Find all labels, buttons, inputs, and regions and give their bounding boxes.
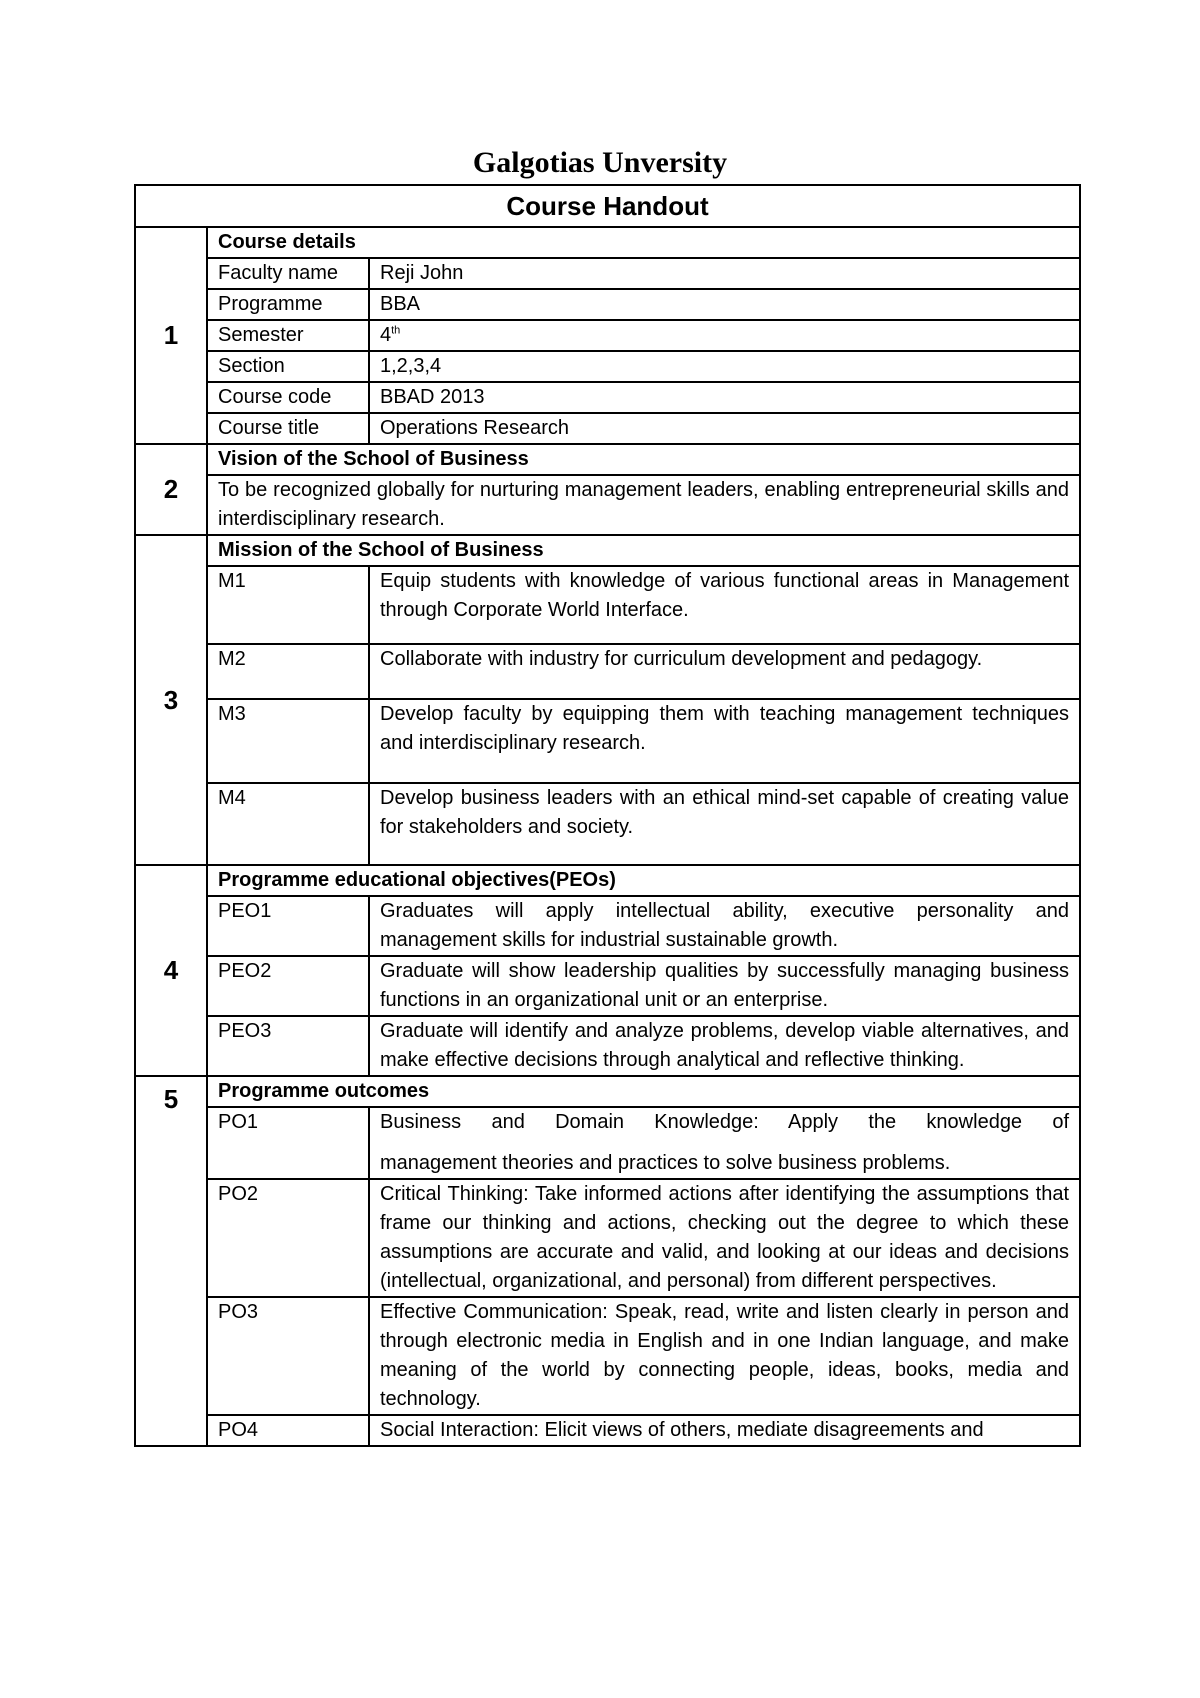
mission-heading: Mission of the School of Business	[207, 535, 1080, 566]
table-row	[135, 351, 1080, 382]
peo-text: Graduate will show leadership qualities by successfully managing business functions in an organizational unit or an enterprise.	[369, 956, 1080, 1016]
mission-heading-row	[135, 535, 1080, 566]
table-row	[135, 258, 1080, 289]
course-details-heading: Course details	[207, 227, 1080, 258]
faculty-name-value: Reji John	[369, 258, 1080, 289]
course-title-value: Operations Research	[369, 413, 1080, 444]
course-handout-table	[134, 184, 1081, 1447]
mission-text: Collaborate with industry for curriculum development and pedagogy.	[369, 644, 1080, 699]
po-text: Critical Thinking: Take informed actions after identifying the assumptions that frame our thinking and actions, checking out the degree to which these assumptions are accurate and valid, and looking at our ideas and decisions (intellectual, organizational, and personal) from different perspectives.	[369, 1179, 1080, 1297]
mission-text: Develop faculty by equipping them with teaching management techniques and interdisciplinary research.	[369, 699, 1080, 783]
semester-value-cell	[369, 320, 1080, 351]
po-code: PO4	[207, 1415, 369, 1446]
course-details-heading-row	[135, 227, 1080, 258]
peo-code: PEO2	[207, 956, 369, 1016]
table-row	[135, 289, 1080, 320]
section-number-5: 5	[135, 1076, 207, 1446]
peo-text: Graduate will identify and analyze problems, develop viable alternatives, and make effective decisions through analytical and reflective thinking.	[369, 1016, 1080, 1076]
vision-text-row	[135, 475, 1080, 535]
semester-value: 4	[380, 324, 392, 346]
table-row	[135, 382, 1080, 413]
po-text-line: management theories and practices to solve business problems.	[380, 1152, 951, 1174]
po-heading-row	[135, 1076, 1080, 1107]
po-heading: Programme outcomes	[207, 1076, 1080, 1107]
section-value: 1,2,3,4	[369, 351, 1080, 382]
table-row	[135, 413, 1080, 444]
peo-code: PEO3	[207, 1016, 369, 1076]
university-title: Galgotias Unversity	[472, 146, 728, 179]
faculty-name-label: Faculty name	[207, 258, 369, 289]
po-text: Social Interaction: Elicit views of others, mediate disagreements and	[369, 1415, 1080, 1446]
table-row	[135, 320, 1080, 351]
section-number-4: 4	[135, 865, 207, 1076]
section-number-3: 3	[135, 535, 207, 865]
mission-text: Equip students with knowledge of various functional areas in Management through Corporate World Interface.	[369, 566, 1080, 644]
section-label: Section	[207, 351, 369, 382]
semester-label: Semester	[207, 320, 369, 351]
table-row	[135, 1016, 1080, 1076]
table-row	[135, 699, 1080, 783]
section-number-1: 1	[135, 227, 207, 444]
po-text-line: Business and Domain Knowledge: Apply the knowledge of	[380, 1111, 1070, 1133]
po-text-cell	[369, 1107, 1080, 1179]
vision-text: To be recognized globally for nurturing management leaders, enabling entrepreneurial skills and interdisciplinary research.	[207, 475, 1080, 535]
peo-heading-row	[135, 865, 1080, 896]
handout-header-row	[135, 185, 1080, 227]
table-row	[135, 644, 1080, 699]
programme-label: Programme	[207, 289, 369, 320]
course-title-label: Course title	[207, 413, 369, 444]
handout-title: Course Handout	[135, 185, 1080, 227]
course-code-value: BBAD 2013	[369, 382, 1080, 413]
table-row	[135, 1415, 1080, 1446]
course-code-label: Course code	[207, 382, 369, 413]
table-row	[135, 956, 1080, 1016]
section-number-2: 2	[135, 444, 207, 535]
peo-code: PEO1	[207, 896, 369, 956]
mission-code: M3	[207, 699, 369, 783]
peo-heading: Programme educational objectives(PEOs)	[207, 865, 1080, 896]
mission-code: M2	[207, 644, 369, 699]
vision-heading-row	[135, 444, 1080, 475]
programme-value: BBA	[369, 289, 1080, 320]
semester-suffix: th	[391, 324, 401, 337]
mission-code: M4	[207, 783, 369, 865]
po-text: Effective Communication: Speak, read, write and listen clearly in person and through electronic media in English and in one Indian language, and make meaning of the world by connecting people, ideas, books, media and technology.	[369, 1297, 1080, 1415]
peo-text: Graduates will apply intellectual ability, executive personality and management skills for industrial sustainable growth.	[369, 896, 1080, 956]
mission-code: M1	[207, 566, 369, 644]
po-code: PO1	[207, 1107, 369, 1179]
table-row	[135, 1297, 1080, 1415]
vision-heading: Vision of the School of Business	[207, 444, 1080, 475]
table-row	[135, 896, 1080, 956]
table-row	[135, 566, 1080, 644]
table-row	[135, 1107, 1080, 1179]
po-code: PO3	[207, 1297, 369, 1415]
table-row	[135, 783, 1080, 865]
po-code: PO2	[207, 1179, 369, 1297]
table-row	[135, 1179, 1080, 1297]
mission-text: Develop business leaders with an ethical mind-set capable of creating value for stakeholders and society.	[369, 783, 1080, 865]
